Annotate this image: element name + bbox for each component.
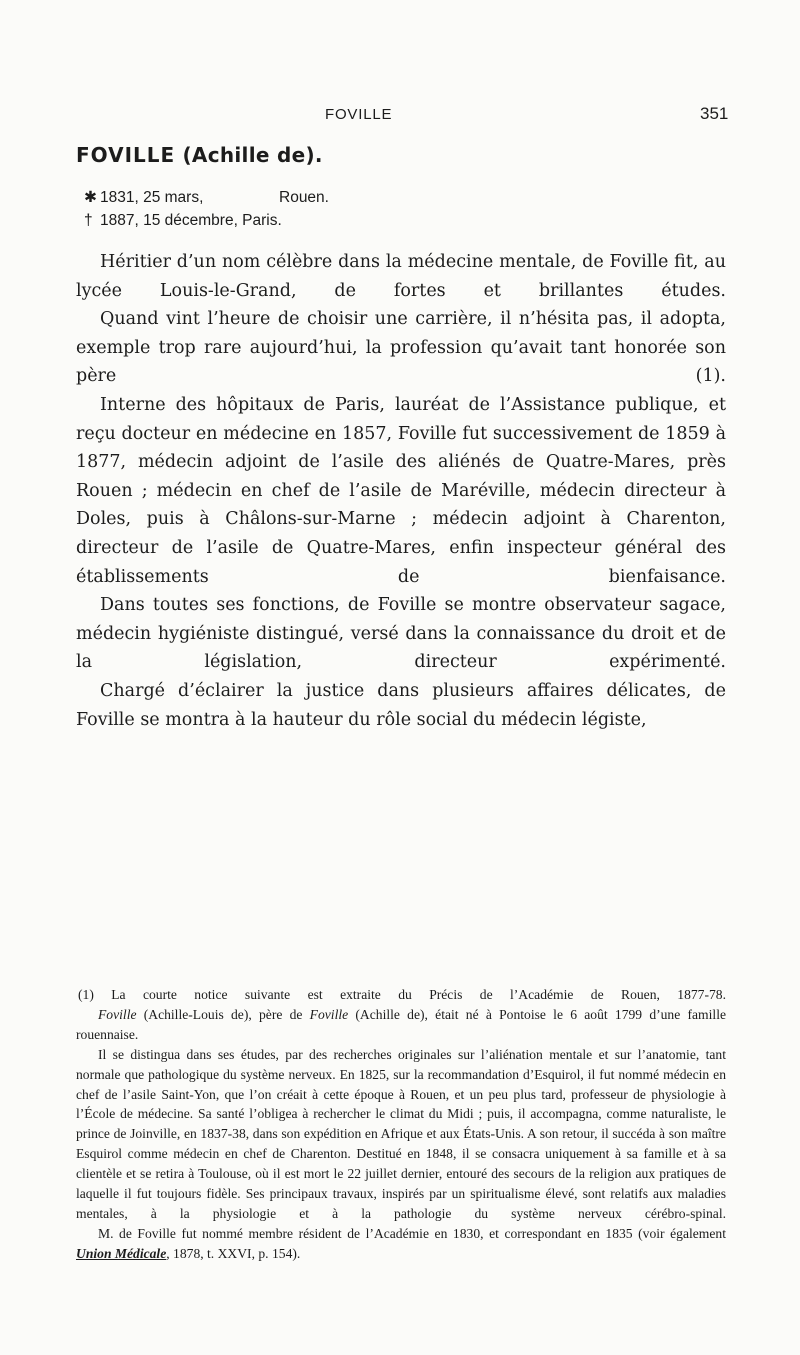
footnote-paragraph [76, 1005, 726, 1045]
footnote-name: Foville [309, 1006, 349, 1022]
footnote-paragraph: Il se distingua dans ses études, par des recherches originales sur l’aliénation mentale et sur l’anatomie, tant normale que pathologique du système nerveux. En 1825, sur la recommandation d’Esquirol, il fut nommé médecin en chef de l’asile Saint-Yon, que l’on créait à cette époque à Rouen, et un peu plus tard, professeur de physiologie à l’École de médecine. Sa santé l’obligea à rechercher le climat du Midi ; puis, il accompagna, comme naturaliste, le prince de Joinville, en 1837-38, dans son expédition en Afrique et aux États-Unis. A son retour, il succéda à son maître Esquirol comme médecin en chef de Charenton. Destitué en 1848, il se consacra uniquement à sa famille et à sa clientèle et se retira à Toulouse, où il est mort le 22 juillet dernier, entouré des secours de la religion aux pratiques de laquelle il fut toujours fidèle. Ses principaux travaux, inspirés par un spiritualisme élevé, sont relatifs aux maladies mentales, à la physiologie et à la pathologie du système nerveux cérébro-spinal. [76, 1046, 726, 1221]
birth-date: 1831, 25 mars, [100, 189, 204, 206]
body-paragraph: Chargé d’éclairer la justice dans plusieurs affaires délicates, de Foville se montra à la hauteur du rôle social du médecin légiste, [76, 680, 726, 730]
page-number: 351 [700, 104, 729, 123]
entry-given-names: (Achille de). [182, 143, 323, 167]
body-paragraph: Quand vint l’heure de choisir une carrière, il n’hésita pas, il adopta, exemple trop rare aujourd’hui, la profession qu’avait tant honorée son père (1). [76, 309, 726, 387]
footnote-text: , 1878, t. XXVI, p. 154). [166, 1245, 301, 1261]
death-date: 1887, 15 décembre, Paris. [100, 212, 282, 229]
journal-title: Union Médicale [76, 1245, 167, 1261]
footnote [76, 985, 726, 1264]
biography-body [76, 248, 726, 734]
birth-row [84, 186, 329, 209]
birth-star-icon: ✱ [84, 189, 97, 206]
death-row [84, 209, 282, 232]
footnote-name: Foville [98, 1006, 137, 1022]
entry-name: FOVILLE [76, 143, 176, 167]
footnote-source: (1) La courte notice suivante est extraite du Précis de l’Académie de Rouen, 1877-78. [78, 987, 726, 1002]
footnote-text: (Achille-Louis de), père de [136, 1006, 310, 1022]
body-paragraph: Héritier d’un nom célèbre dans la médecine mentale, de Foville fit, au lycée Louis-le-Grand, de fortes et brillantes études. [76, 252, 726, 301]
page-header [0, 92, 800, 123]
birth-place: Rouen. [279, 189, 329, 206]
death-dagger-icon: † [84, 212, 93, 229]
footnote-paragraph [76, 1224, 726, 1264]
footnote-text: M. de Foville fut nommé membre résident de l’Académie en 1830, et correspondant en 1835 (voir également [98, 1225, 726, 1241]
footnote-text: (Achille de), était né à Pontoise le 6 août 1799 d’une famille rouennaise. [76, 1006, 726, 1042]
entry-dates [84, 186, 329, 232]
body-paragraph: Interne des hôpitaux de Paris, lauréat de l’Assistance publique, et reçu docteur en médecine en 1857, Foville fut successivement de 1859 à 1877, médecin adjoint de l’asile des aliénés de Quatre-Mares, près Rouen ; médecin en chef de l’asile de Maréville, médecin directeur à Doles, puis à Châlons-sur-Marne ; médecin adjoint à Charenton, directeur de l’asile de Quatre-Mares, enfin inspecteur général des établissements de bienfaisance. [76, 394, 726, 587]
body-paragraph: Dans toutes ses fonctions, de Foville se montre observateur sagace, médecin hygiéniste distingué, versé dans la connaissance du droit et de la législation, directeur expérimenté. [76, 595, 726, 673]
entry-title [76, 143, 323, 167]
running-title: FOVILLE [325, 106, 393, 123]
